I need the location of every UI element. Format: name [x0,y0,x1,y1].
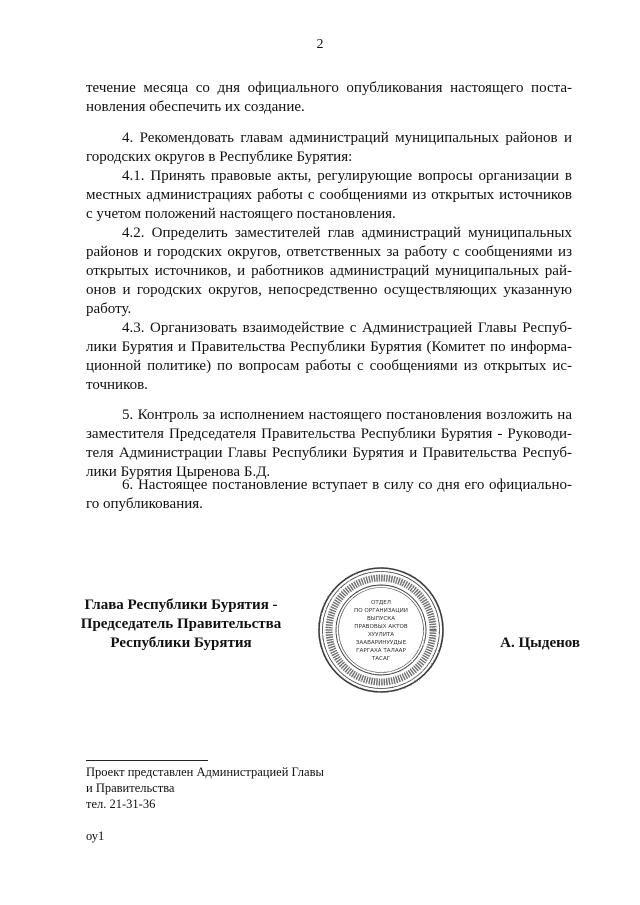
footnote-divider [86,760,208,761]
footer-line: Проект представлен Администрацией Главы [86,765,324,779]
seal-text: ХУУЛИТА [367,632,395,638]
footer-line: и Правительства [86,781,175,795]
body-line: 6. Настоящее постановление вступает в силу со дня его официально- [122,477,572,493]
body-line: лики Бурятия и Правительства Республики Бурятия (Комитет по информа- [86,339,572,355]
official-seal [316,565,446,695]
body-line: открытых источников, и работников администраций муниципальных рай- [86,263,572,279]
body-line: 4. Рекомендовать главам администраций муниципальных районов и [122,130,572,146]
body-line: лики Бурятия Цыренова Б.Д. [86,464,271,480]
body-line: с учетом положений настоящего постановления. [86,206,396,222]
body-line: го опубликования. [86,496,203,512]
body-line: 4.3. Организовать взаимодействие с Администрацией Главы Респуб- [122,320,572,336]
body-line: работу. [86,301,132,317]
seal-text: ПО ОРГАНИЗАЦИИ [354,608,408,614]
body-line: 5. Контроль за исполнением настоящего постановления возложить на [122,407,572,423]
signature-position-line: Республики Бурятия [110,635,252,651]
body-line: теля Администрации Главы Республики Бурятия и Правительства Респуб- [86,445,572,461]
document-code: оу1 [86,829,105,843]
signature-position-line: Глава Республики Бурятия - [84,597,278,613]
body-line: точников. [86,377,148,393]
footer-line: тел. 21-31-36 [86,797,156,811]
signature-position [70,596,292,653]
seal-text: ГАРГАХА ТАЛААР [356,648,406,654]
seal-text: ОТДЕЛ [371,600,391,606]
body-line: местных администрациях работы с сообщениями из открытых источников [86,187,572,203]
body-line: течение месяца со дня официального опубликования настоящего поста- [86,80,572,96]
seal-text: ВЫПУСКА [366,616,396,622]
seal-text: ЗААВАРИНУУДЫЕ [355,640,407,646]
signature-position-line: Председатель Правительства [80,616,282,632]
body-line: 4.1. Принять правовые акты, регулирующие вопросы организации в [122,168,572,184]
body-line: городских округов в Республике Бурятия: [86,149,353,165]
body-line: новления обеспечить их создание. [86,99,305,115]
body-line: заместителя Председателя Правительства Республики Бурятия - Руководи- [86,426,572,442]
body-line: 4.2. Определить заместителей глав администраций муниципальных [122,225,572,241]
page-number: 2 [316,37,324,52]
body-line: районов и городских округов, ответственных за работу с сообщениями из [86,244,572,260]
body-line: ционной политике) по вопросам работы с сообщениями из открытых ис- [86,358,572,374]
signature-name: А. Цыденов [500,635,580,651]
seal-text: ТАСАГ [371,656,391,662]
seal-text: ПРАВОВЫХ АКТОВ [354,624,408,630]
body-line: онов и городских округов, непосредственно осуществляющих указанную [86,282,572,298]
